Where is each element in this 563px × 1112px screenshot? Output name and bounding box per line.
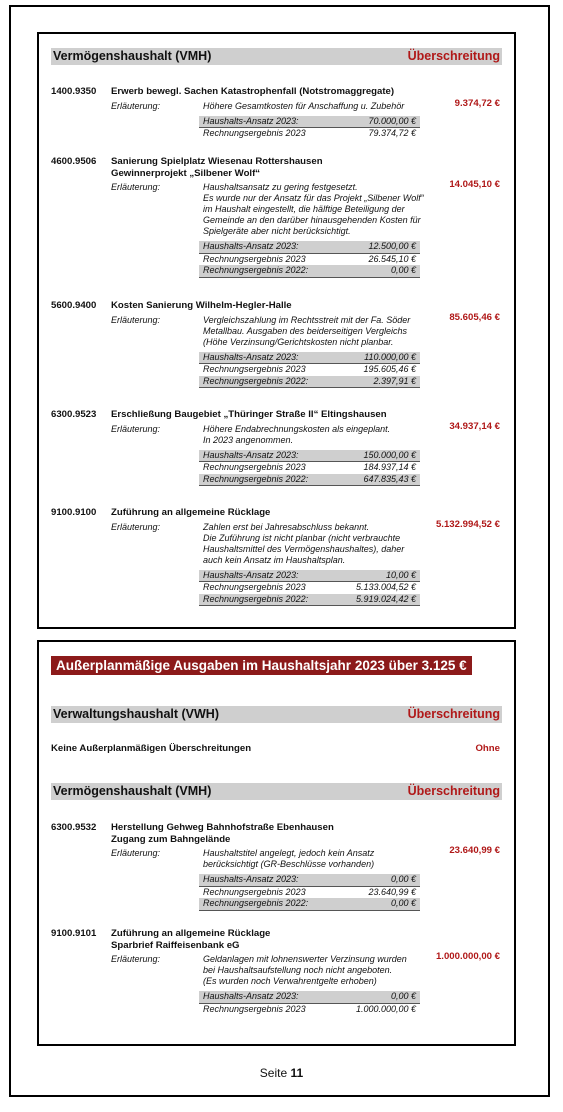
budget-figures: [199, 241, 420, 278]
footer-label: Seite: [259, 1066, 288, 1080]
explanation-label: Erläuterung:: [111, 182, 161, 192]
explanation: [51, 522, 502, 566]
section-title: Vermögenshaushalt (VMH): [53, 784, 212, 798]
figure-value: 0,00 €: [390, 265, 416, 275]
figure-label: Haushalts-Ansatz 2023:: [203, 115, 299, 126]
budget-figures: [199, 570, 420, 607]
account-number: 4600.9506: [51, 156, 97, 167]
figure-label: Haushalts-Ansatz 2023:: [203, 569, 299, 580]
budget-entry: [51, 156, 502, 278]
entry-title: [111, 86, 502, 98]
figure-value: 23.640,99 €: [368, 886, 416, 897]
figure-row: [199, 116, 420, 129]
figure-row: [199, 874, 420, 887]
figure-value: 79.374,72 €: [368, 128, 416, 138]
figure-label: Rechnungsergebnis 2023: [203, 1003, 306, 1014]
figure-row: [199, 887, 420, 899]
explanation: [51, 101, 502, 112]
figure-value: 110.000,00 €: [364, 351, 416, 362]
budget-entry: [51, 507, 502, 606]
figure-value: 0,00 €: [390, 898, 416, 908]
figure-value: 184.937,14 €: [363, 462, 416, 472]
explanation-line: Höhere Gesamtkosten für Anschaffung u. Zubehör: [203, 100, 405, 111]
figure-label: Rechnungsergebnis 2023: [203, 253, 306, 264]
figure-label: Haushalts-Ansatz 2023:: [203, 241, 299, 251]
entry-title-line: Herstellung Gehweg Bahnhofstraße Ebenhausen: [111, 822, 334, 833]
figure-row: [199, 462, 420, 474]
figure-label: Haushalts-Ansatz 2023:: [203, 449, 299, 460]
explanation-text: [203, 182, 502, 237]
section-title: Vermögenshaushalt (VMH): [53, 49, 212, 63]
explanation-label: Erläuterung:: [111, 100, 161, 111]
figure-label: Rechnungsergebnis 2022:: [203, 375, 309, 386]
entry-title-line: Sparbrief Raiffeisenbank eG: [111, 939, 240, 951]
explanation-text: [203, 101, 502, 112]
figure-value: 12.500,00 €: [368, 241, 416, 251]
figure-value: 10,00 €: [385, 569, 416, 580]
explanation-line: Spielgeräte aber nicht berücksichtigt.: [203, 226, 351, 236]
figure-value: 1.000.000,00 €: [355, 1003, 416, 1014]
explanation: [51, 424, 502, 446]
entry-title-line: Zuführung an allgemeine Rücklage: [111, 928, 271, 939]
figure-row: [199, 450, 420, 463]
explanation: [51, 848, 502, 870]
entry-title-line: Kosten Sanierung Wilhelm-Hegler-Halle: [111, 300, 292, 311]
explanation-label: Erläuterung:: [111, 954, 161, 964]
account-number: 6300.9532: [51, 822, 97, 833]
explanation-line: Es wurde nur der Ansatz für das Projekt „Silbener Wolf“: [203, 193, 424, 203]
figure-row: [199, 582, 420, 594]
explanation: [51, 182, 502, 237]
page-number: 11: [290, 1066, 304, 1080]
figure-value: 195.605,46 €: [363, 364, 416, 374]
explanation-label: Erläuterung:: [111, 314, 161, 325]
figure-value: 0,00 €: [390, 874, 416, 884]
entry-title: [111, 928, 502, 951]
section-header-vmh: [51, 48, 502, 65]
explanation-text: [203, 848, 502, 870]
section-title: Verwaltungshaushalt (VWH): [53, 707, 219, 721]
overrun-amount: 34.937,14 €: [449, 420, 500, 432]
explanation-line: Zahlen erst bei Jahresabschluss bekannt.: [203, 521, 370, 532]
figure-row: [199, 570, 420, 583]
explanation-line: Höhere Endabrechnungskosten als eingeplant.: [203, 423, 391, 434]
budget-entry: [51, 928, 502, 1015]
figure-value: 150.000,00 €: [363, 449, 416, 460]
explanation-line: auch kein Ansatz im Haushaltsplan.: [203, 554, 346, 565]
figure-row: [199, 991, 420, 1004]
figure-value: 2.397,91 €: [373, 375, 416, 386]
budget-figures: [199, 450, 420, 487]
figure-value: 0,00 €: [390, 991, 416, 1001]
entry-title: [111, 822, 502, 845]
explanation-line: In 2023 angenommen.: [203, 434, 294, 445]
figure-value: 5.133.004,52 €: [355, 582, 416, 592]
budget-figures: [199, 874, 420, 911]
entry-title: [111, 409, 502, 421]
explanation-text: [203, 424, 502, 446]
account-number: 1400.9350: [51, 86, 97, 97]
overrun-amount: 85.605,46 €: [449, 311, 500, 323]
page-footer: [0, 1066, 563, 1080]
explanation-line: Gemeinde an den darüber hinausgehenden Kosten für: [203, 215, 421, 225]
explanation: [51, 315, 502, 348]
budget-figures: [199, 116, 420, 140]
figure-row: [199, 376, 420, 389]
figure-label: Rechnungsergebnis 2022:: [203, 898, 309, 908]
figure-label: Haushalts-Ansatz 2023:: [203, 991, 299, 1001]
explanation-line: Haushaltsmittel des Vermögenshaushaltes), daher: [203, 543, 405, 554]
overrun-amount: 14.045,10 €: [449, 179, 500, 190]
figure-row: [199, 1004, 420, 1016]
section-status: Überschreitung: [407, 707, 500, 721]
explanation-line: (Höhe Verzinsung/Gerichtskosten nicht planbar.: [203, 336, 394, 347]
figure-row: [199, 265, 420, 278]
entry-title-line: Erwerb bewegl. Sachen Katastrophenfall (Notstromaggregate): [111, 86, 395, 97]
figure-label: Rechnungsergebnis 2023: [203, 128, 306, 138]
entry-title: [111, 507, 502, 519]
figure-label: Rechnungsergebnis 2022:: [203, 265, 309, 275]
explanation-label: Erläuterung:: [111, 423, 161, 434]
figure-row: [199, 474, 420, 487]
overrun-amount: 9.374,72 €: [454, 97, 500, 109]
explanation-line: berücksichtigt (GR-Beschlüsse vorhanden): [203, 859, 375, 869]
figure-value: 70.000,00 €: [368, 115, 416, 126]
entry-title-line: Gewinnerprojekt „Silbener Wolf“: [111, 167, 261, 179]
explanation-line: Die Zuführung ist nicht planbar (nicht verbrauchte: [203, 532, 401, 543]
explanation-line: Vergleichszahlung im Rechtsstreit mit der Fa. Söder: [203, 314, 411, 325]
figure-label: Rechnungsergebnis 2023: [203, 886, 306, 897]
entry-title-line: Erschließung Baugebiet „Thüringer Straße II“ Eltingshausen: [111, 409, 387, 420]
figure-value: 647.835,43 €: [363, 473, 416, 484]
entry-title: [111, 156, 502, 179]
figure-row: [199, 241, 420, 254]
figure-row: [199, 254, 420, 266]
unplanned-expenses-panel: [37, 640, 516, 1046]
figure-label: Rechnungsergebnis 2023: [203, 462, 306, 472]
account-number: 5600.9400: [51, 300, 97, 311]
figure-value: 26.545,10 €: [368, 253, 416, 264]
explanation-text: [203, 522, 502, 566]
entry-title-line: Zugang zum Bahngelände: [111, 833, 231, 845]
figure-value: 5.919.024,42 €: [355, 593, 416, 604]
figure-label: Rechnungsergebnis 2023: [203, 582, 306, 592]
budget-entry: [51, 822, 502, 911]
figure-label: Rechnungsergebnis 2023: [203, 364, 306, 374]
overrun-amount: 23.640,99 €: [449, 845, 500, 856]
section-status: Überschreitung: [407, 49, 500, 63]
section-header-vmh: [51, 783, 502, 800]
budget-entry: [51, 409, 502, 486]
explanation-label: Erläuterung:: [111, 848, 161, 858]
section-status: Überschreitung: [407, 784, 500, 798]
overrun-amount: 5.132.994,52 €: [435, 518, 500, 530]
figure-row: [199, 898, 420, 911]
no-overrun-row: [51, 743, 502, 754]
no-overrun-text: Keine Außerplanmäßigen Überschreitungen: [51, 743, 252, 754]
account-number: 6300.9523: [51, 409, 97, 420]
no-overrun-value: Ohne: [475, 743, 500, 754]
figure-label: Haushalts-Ansatz 2023:: [203, 874, 299, 884]
explanation-text: [203, 954, 502, 987]
explanation-line: im Haushalt eingestellt, die hälftige Beteiligung der: [203, 204, 405, 214]
explanation-label: Erläuterung:: [111, 521, 161, 532]
budget-figures: [199, 991, 420, 1015]
explanation-text: [203, 315, 502, 348]
figure-label: Rechnungsergebnis 2022:: [203, 593, 309, 604]
overrun-amount: 1.000.000,00 €: [435, 951, 500, 962]
entry-title: [111, 300, 502, 312]
budget-figures: [199, 352, 420, 389]
budget-entry: [51, 300, 502, 388]
account-number: 9100.9101: [51, 928, 97, 939]
figure-row: [199, 128, 420, 140]
account-number: 9100.9100: [51, 507, 97, 518]
figure-label: Haushalts-Ansatz 2023:: [203, 351, 299, 362]
explanation-line: bei Haushaltsaufstellung noch nicht angeboten.: [203, 965, 393, 975]
explanation-line: Geldanlagen mit lohnenswerter Verzinsung wurden: [203, 954, 407, 964]
figure-row: [199, 594, 420, 607]
explanation-line: Haushaltsansatz zu gering festgesetzt.: [203, 182, 358, 192]
explanation: [51, 954, 502, 987]
figure-row: [199, 352, 420, 365]
explanation-line: Haushaltstitel angelegt, jedoch kein Ansatz: [203, 848, 375, 858]
entry-title-line: Zuführung an allgemeine Rücklage: [111, 507, 271, 518]
entry-title-line: Sanierung Spielplatz Wiesenau Rottershausen: [111, 156, 323, 167]
budget-entry: [51, 86, 502, 140]
explanation-line: Metallbau. Ausgaben des beiderseitigen Vergleichs: [203, 325, 407, 336]
figure-row: [199, 364, 420, 376]
explanation-line: (Es wurden noch Verwahrentgelte erhoben): [203, 976, 377, 986]
section-header-vwh: [51, 706, 502, 723]
panel-banner: Außerplanmäßige Ausgaben im Haushaltsjahr 2023 über 3.125 €: [51, 656, 472, 675]
figure-label: Rechnungsergebnis 2022:: [203, 473, 309, 484]
vmh-overrun-panel: [37, 32, 516, 629]
